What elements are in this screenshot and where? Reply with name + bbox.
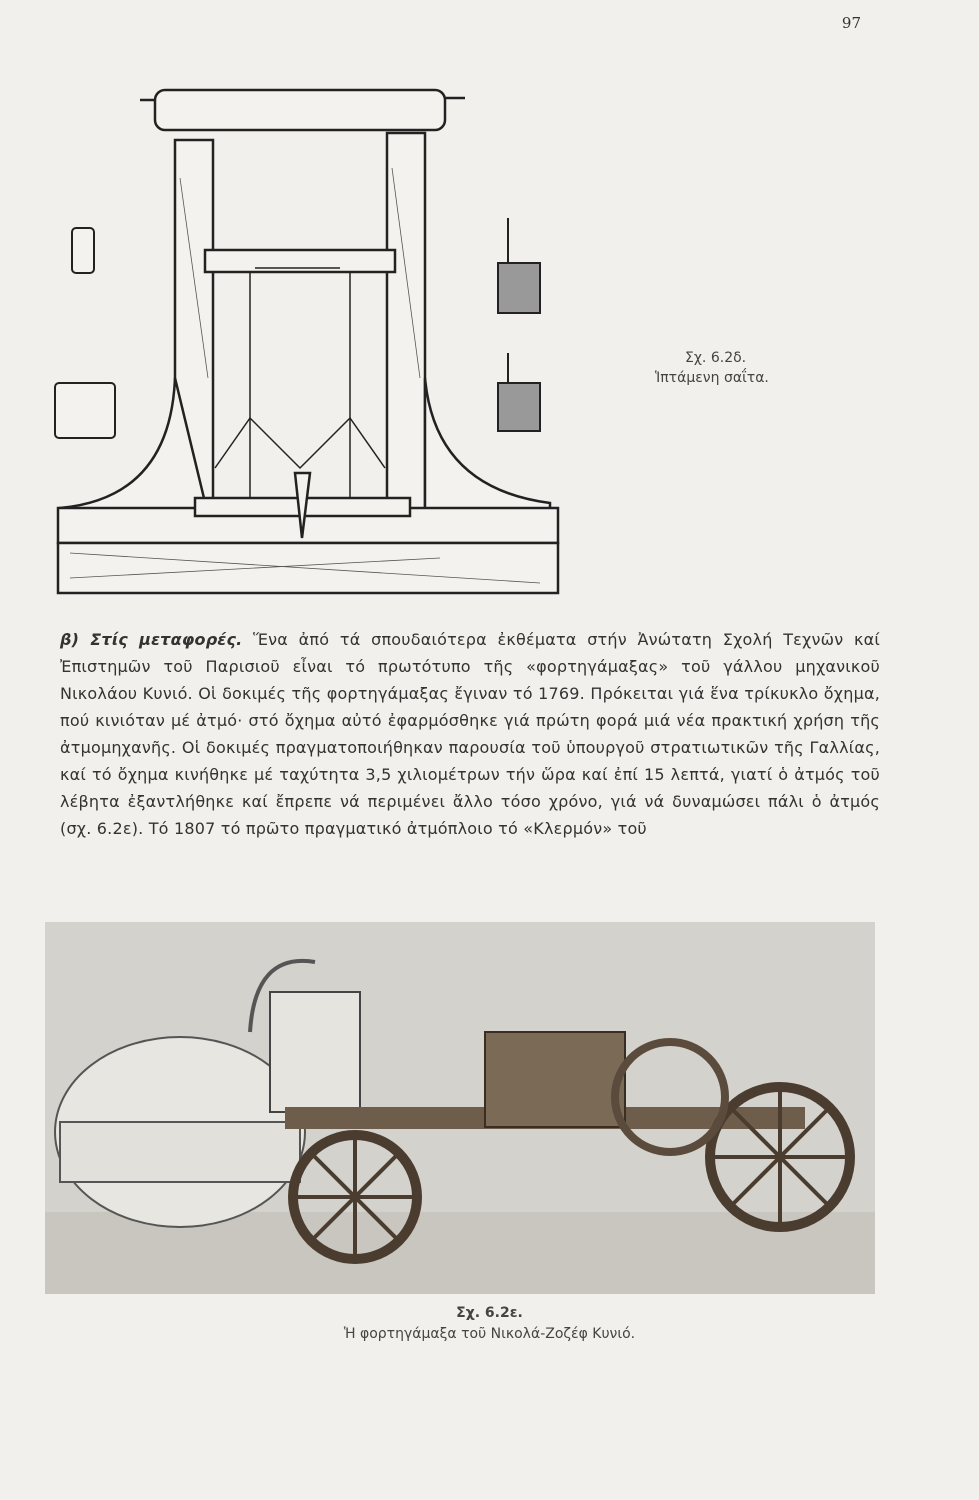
figure2-caption-text: Ἡ φορτηγάμαξα τοῦ Νικολά-Ζοζέφ Κυνιό. <box>343 1326 636 1342</box>
flying-shuttle-loom-drawing <box>40 78 580 618</box>
section-body: Ἕνα ἀπό τά σπουδαιότερα ἐκθέματα στήν Ἀνώτατη Σχολή Τεχνῶν καί Ἐπιστημῶν τοῦ Παρισιοῦ εἶναι τό πρωτότυπο τῆς «φορτηγάμαξας» τοῦ γάλλου μηχανικοῦ Νικολάου Κυνιό. Οἱ δοκιμές τῆς φορτηγάμαξας ἔγιναν τό 1769. Πρόκειται γιά ἕνα τρίκυκλο ὄχημα, πού κινιόταν μέ ἀτμό· στό ὄχημα αὐτό ἐφαρμόσθηκε γιά πρώτη φορά μιά νέα πρακτική χρήση τῆς ἀτμομηχανῆς. Οἱ δοκιμές πραγματοποιήθηκαν παρουσία τοῦ ὑπουργοῦ στρατιωτικῶν τῆς Γαλλίας, καί τό ὄχημα κινήθηκε μέ ταχύτητα 3,5 χιλιομέτρων τήν ὥρα καί ἐπί 15 λεπτά, γιατί ὁ ἀτμός τοῦ λέβητα ἐξαντλήθηκε καί ἔπρεπε νά περιμένει ἄλλο τόσο χρόνο, γιά νά δυναμώσει πάλι ὁ ἀτμός (σχ. 6.2ε). Τό 1807 τό πρῶτο πραγματικό ἀτμόπλοιο τό «Κλερμόν» τοῦ <box>60 630 880 838</box>
figure2-number: Σχ. 6.2ε. <box>456 1305 523 1321</box>
steam-wagon-photo <box>45 922 875 1294</box>
figure1-caption-text: Ἱπτάμενη σαΐτα. <box>655 370 769 387</box>
section-text <box>60 626 880 842</box>
figure1-number: Σχ. 6.2δ. <box>685 350 747 366</box>
figure2-caption <box>0 1303 979 1345</box>
page-number: 97 <box>841 14 861 32</box>
section-heading: β) Στίς μεταφορές. <box>60 630 243 649</box>
figure1-caption <box>655 348 769 389</box>
